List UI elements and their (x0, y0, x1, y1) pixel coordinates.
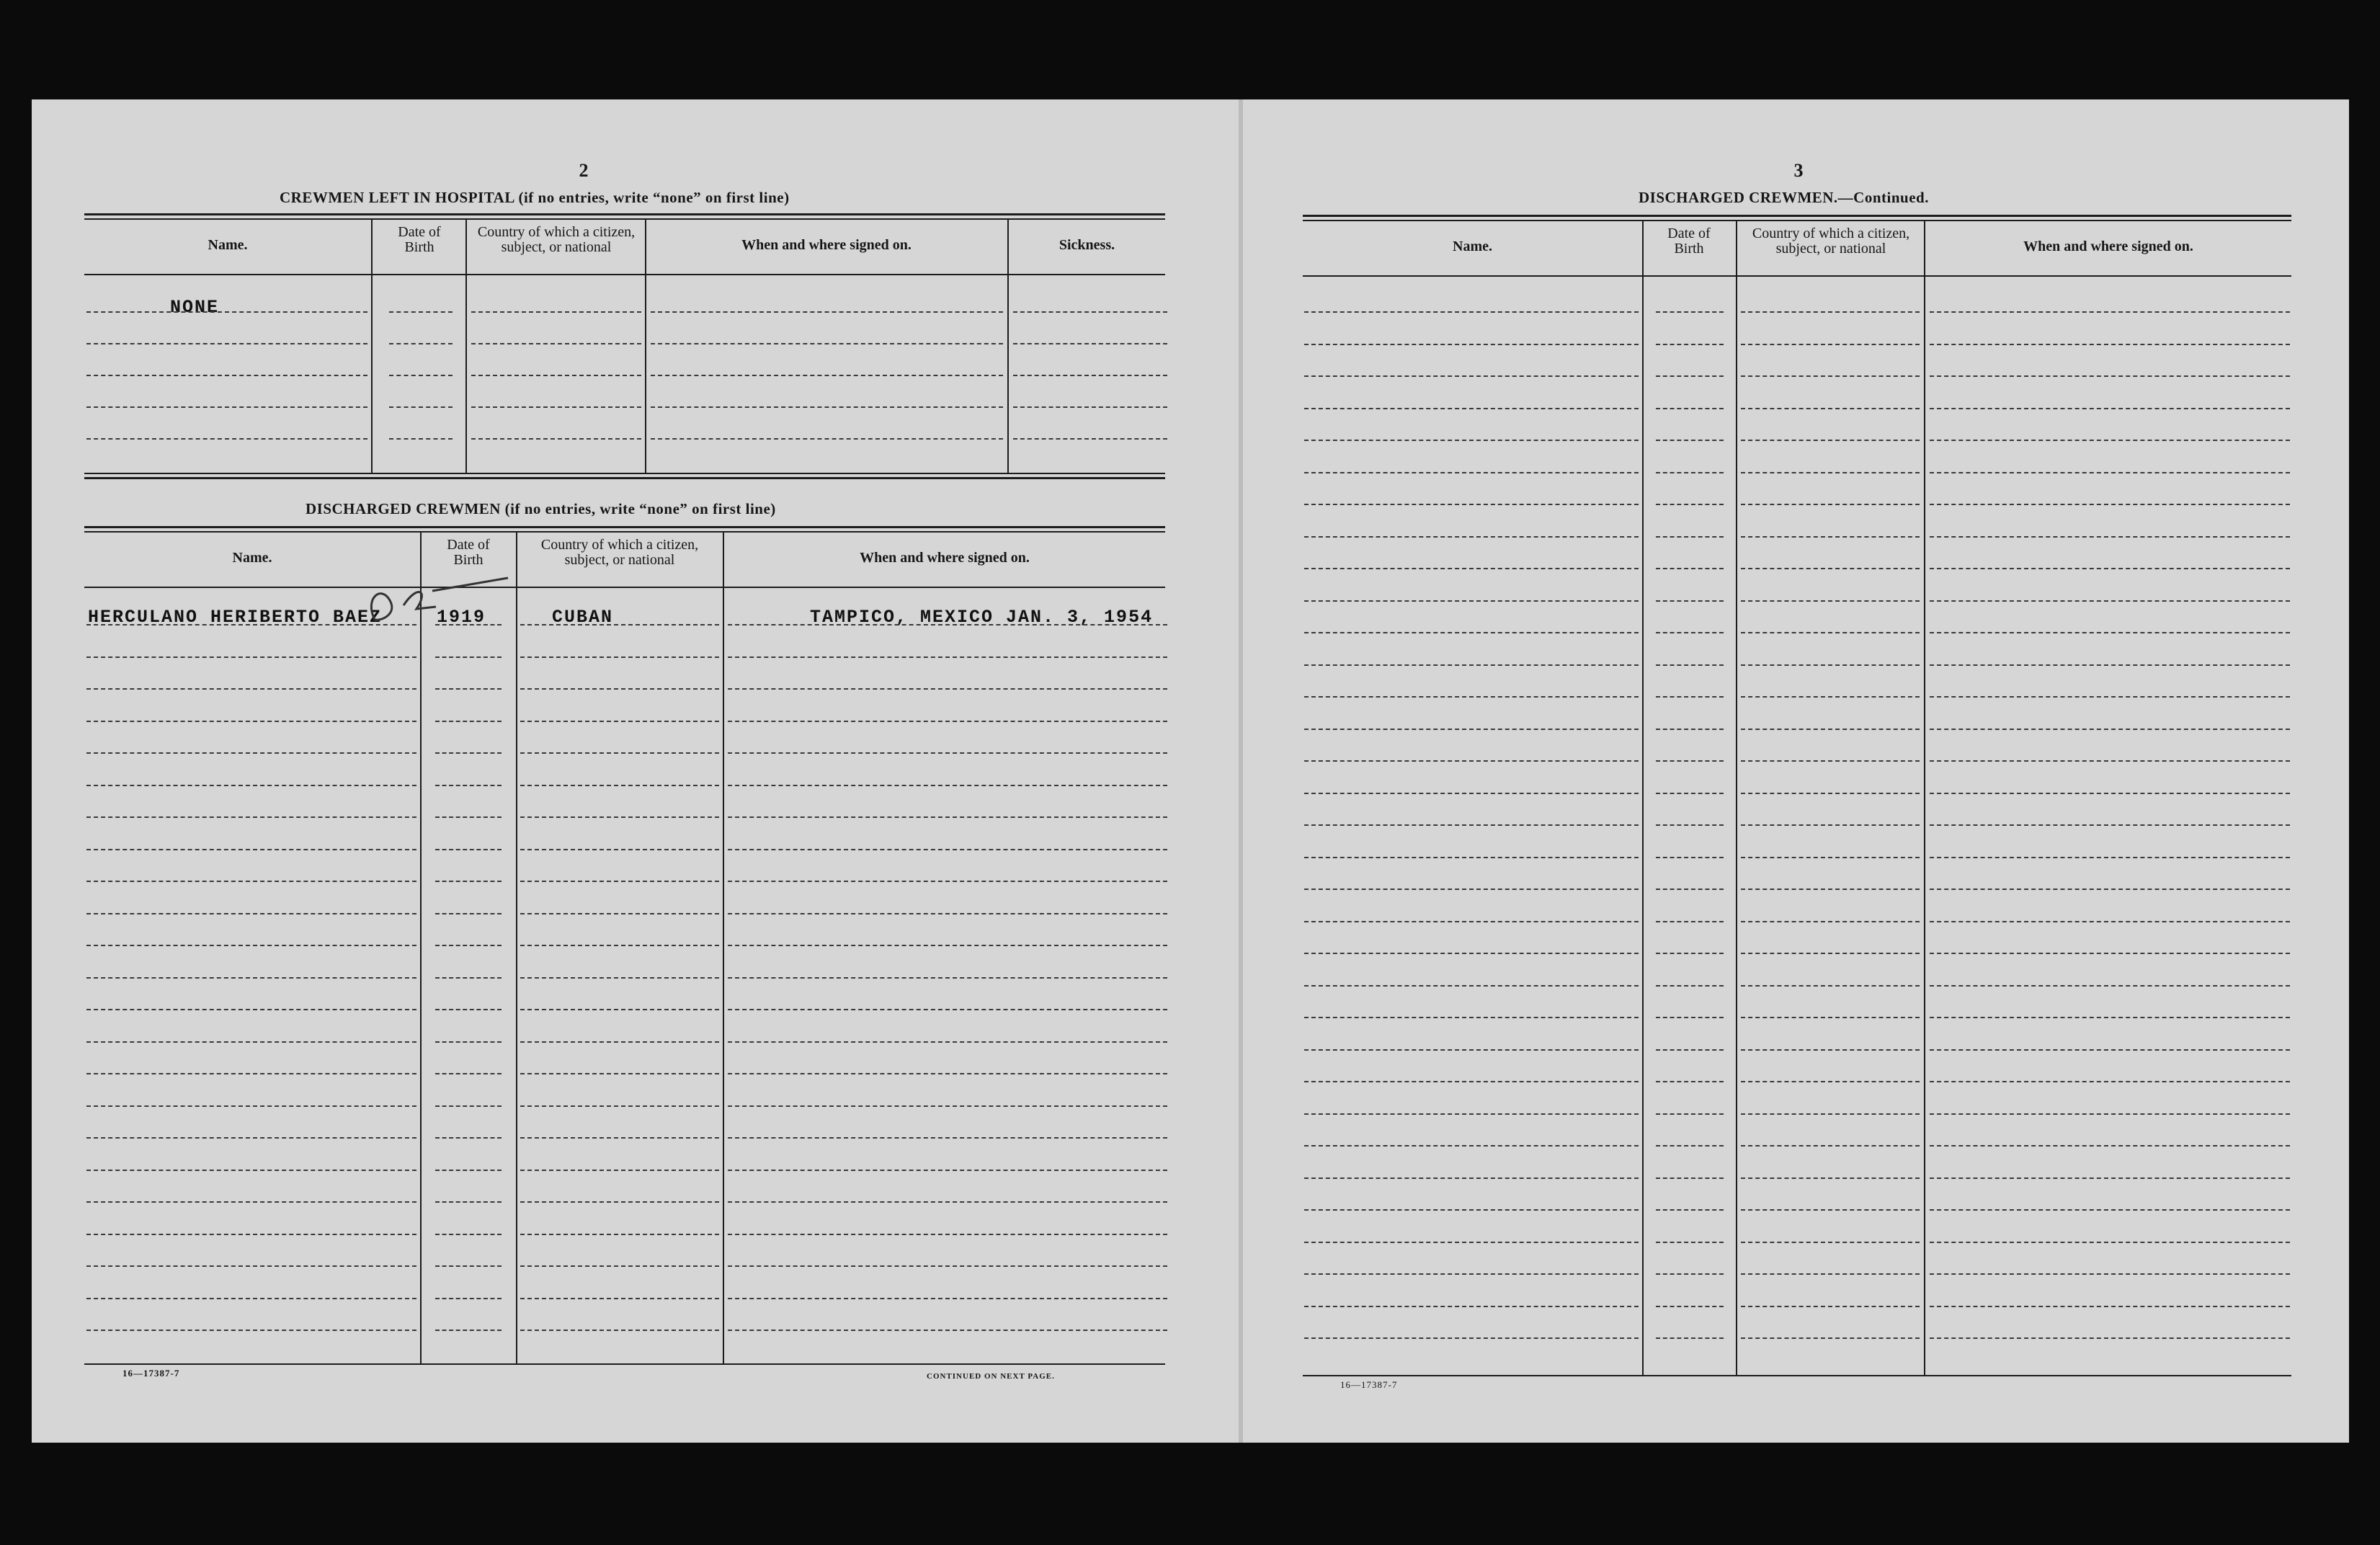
entry-line (1930, 600, 2290, 602)
entry-line (728, 1298, 1167, 1299)
entry-line (86, 656, 416, 658)
discharged-col-divider (723, 533, 724, 1363)
entry-line (1304, 1081, 1639, 1082)
entry-line (1741, 889, 1920, 890)
entry-line (520, 1330, 719, 1331)
entry-line (1656, 1145, 1724, 1146)
entry-line (1741, 729, 1920, 730)
entry-line (1304, 696, 1639, 698)
right-header-name: Name. (1453, 239, 1492, 254)
entry-line (1304, 1273, 1639, 1275)
entry-line (1741, 1273, 1920, 1275)
right-col-divider (1736, 221, 1737, 1375)
entry-line (1930, 760, 2290, 762)
entry-line (1741, 504, 1920, 505)
entry-line (1930, 696, 2290, 698)
entry-line (1741, 375, 1920, 377)
entry-line (1013, 438, 1167, 440)
entry-line (728, 977, 1167, 979)
entry-line (728, 1041, 1167, 1043)
entry-line (1930, 472, 2290, 473)
entry-line (1656, 729, 1724, 730)
entry-line (1930, 311, 2290, 313)
entry-line (435, 785, 502, 786)
entry-line (1656, 1242, 1724, 1243)
entry-line (1304, 344, 1639, 345)
entry-line (1930, 1081, 2290, 1082)
entry-line (520, 1105, 719, 1107)
hospital-header-country: Country of which a citizen, subject, or national (477, 224, 636, 255)
entry-line (1930, 1337, 2290, 1339)
page-number-right: 3 (1793, 160, 1804, 181)
entry-line (435, 656, 502, 658)
hospital-col-divider (1007, 220, 1009, 473)
entry-line (389, 438, 453, 440)
entry-line (435, 1137, 502, 1139)
entry-line (1304, 760, 1639, 762)
entry-line (1656, 1177, 1724, 1179)
entry-line (1304, 985, 1639, 987)
entry-line (435, 688, 502, 690)
entry-line (520, 849, 719, 850)
entry-line (1656, 504, 1724, 505)
entry-line (389, 406, 453, 408)
entry-line (86, 624, 416, 625)
discharged-section-title: DISCHARGED CREWMEN (if no entries, write “none” on first line) (306, 500, 776, 517)
entry-line (1930, 824, 2290, 826)
discharged-entry-country: CUBAN (552, 607, 614, 628)
entry-line (1656, 824, 1724, 826)
entry-line (86, 311, 367, 313)
entry-line (520, 945, 719, 946)
entry-line (1930, 1209, 2290, 1211)
entry-line (651, 343, 1003, 344)
right-header-country: Country of which a citizen, subject, or national (1752, 226, 1910, 257)
entry-line (1656, 311, 1724, 313)
entry-line (86, 406, 367, 408)
entry-line (1930, 375, 2290, 377)
entry-line (1741, 568, 1920, 569)
entry-line (435, 849, 502, 850)
entry-line (86, 1105, 416, 1107)
entry-line (1741, 985, 1920, 987)
entry-line (86, 438, 367, 440)
entry-line (728, 816, 1167, 818)
entry-line (1741, 408, 1920, 409)
entry-line (435, 1041, 502, 1043)
entry-line (1656, 1273, 1724, 1275)
entry-line (1930, 344, 2290, 345)
entry-line (86, 1330, 416, 1331)
entry-line (86, 1009, 416, 1010)
hospital-col-divider (465, 220, 467, 473)
entry-line (1656, 440, 1724, 441)
discharged-header-name: Name. (232, 550, 272, 566)
entry-line (389, 311, 453, 313)
entry-line (728, 688, 1167, 690)
entry-line (1304, 311, 1639, 313)
entry-line (1741, 664, 1920, 666)
entry-line (435, 1009, 502, 1010)
entry-line (1741, 1242, 1920, 1243)
entry-line (520, 913, 719, 914)
entry-line (1741, 1337, 1920, 1339)
entry-line (86, 1298, 416, 1299)
entry-line (520, 1073, 719, 1074)
entry-line (1304, 824, 1639, 826)
entry-line (1304, 408, 1639, 409)
entry-line (435, 977, 502, 979)
entry-line (651, 406, 1003, 408)
hospital-entry-name: NONE (170, 297, 220, 318)
entry-line (520, 881, 719, 882)
entry-line (1304, 1017, 1639, 1018)
entry-line (1656, 857, 1724, 858)
form-code-right: 16—17387-7 (1340, 1379, 1398, 1390)
entry-line (1930, 1177, 2290, 1179)
entry-line (520, 688, 719, 690)
entry-line (435, 945, 502, 946)
right-top-rule-2 (1303, 220, 2291, 221)
hospital-top-rule (84, 213, 1165, 215)
entry-line (1930, 1017, 2290, 1018)
entry-line (1013, 375, 1167, 376)
entry-line (1656, 793, 1724, 794)
continued-note: CONTINUED ON NEXT PAGE. (927, 1372, 1055, 1381)
entry-line (1741, 793, 1920, 794)
entry-line (651, 438, 1003, 440)
entry-line (728, 656, 1167, 658)
entry-line (86, 375, 367, 376)
entry-line (435, 624, 502, 625)
entry-line (1741, 1177, 1920, 1179)
entry-line (435, 881, 502, 882)
entry-line (1930, 664, 2290, 666)
entry-line (1656, 921, 1724, 922)
entry-line (435, 1105, 502, 1107)
entry-line (1304, 536, 1639, 538)
entry-line (1304, 921, 1639, 922)
entry-line (1741, 440, 1920, 441)
entry-line (435, 1234, 502, 1235)
entry-line (1656, 760, 1724, 762)
entry-line (1930, 1242, 2290, 1243)
entry-line (86, 816, 416, 818)
entry-line (520, 1201, 719, 1203)
entry-line (471, 375, 641, 376)
entry-line (520, 816, 719, 818)
entry-line (471, 406, 641, 408)
entry-line (1656, 375, 1724, 377)
entry-line (86, 721, 416, 722)
entry-line (1656, 632, 1724, 633)
discharged-entry-signed-on: TAMPICO, MEXICO JAN. 3, 1954 (810, 607, 1154, 628)
entry-line (1930, 1306, 2290, 1307)
entry-line (1304, 1145, 1639, 1146)
entry-line (728, 913, 1167, 914)
entry-line (1930, 921, 2290, 922)
entry-line (520, 977, 719, 979)
entry-line (1741, 311, 1920, 313)
entry-line (86, 1041, 416, 1043)
entry-line (1013, 311, 1167, 313)
entry-line (435, 1330, 502, 1331)
entry-line (435, 1073, 502, 1074)
entry-line (728, 785, 1167, 786)
right-top-rule (1303, 215, 2291, 217)
entry-line (1656, 1049, 1724, 1051)
entry-line (1741, 472, 1920, 473)
entry-line (435, 721, 502, 722)
entry-line (1741, 857, 1920, 858)
entry-line (1930, 408, 2290, 409)
discharged-header-country: Country of which a citizen, subject, or national (540, 537, 699, 568)
entry-line (728, 1265, 1167, 1267)
page-number-left: 2 (579, 160, 589, 181)
entry-line (1304, 472, 1639, 473)
entry-line (520, 1137, 719, 1139)
hospital-header-name: Name. (208, 237, 248, 253)
discharged-entry-name: HERCULANO HERIBERTO BAEZ (88, 607, 383, 628)
entry-line (1304, 568, 1639, 569)
entry-line (520, 1009, 719, 1010)
entry-line (86, 1265, 416, 1267)
entry-line (86, 849, 416, 850)
right-header-signed-on: When and where signed on. (2023, 239, 2193, 254)
entry-line (1304, 440, 1639, 441)
entry-line (1930, 632, 2290, 633)
discharged-header-signed-on: When and where signed on. (860, 550, 1030, 566)
entry-line (1656, 664, 1724, 666)
entry-line (389, 375, 453, 376)
entry-line (1656, 985, 1724, 987)
right-section-title: DISCHARGED CREWMEN.—Continued. (1639, 189, 1929, 206)
entry-line (1304, 889, 1639, 890)
entry-line (1304, 600, 1639, 602)
entry-line (1304, 857, 1639, 858)
entry-line (435, 913, 502, 914)
discharged-entry-dob: 1919 (437, 607, 486, 628)
entry-line (86, 913, 416, 914)
entry-line (520, 721, 719, 722)
entry-line (1304, 1113, 1639, 1115)
entry-line (1930, 1273, 2290, 1275)
entry-line (86, 1073, 416, 1074)
discharged-header-dob: Date of Birth (447, 537, 490, 568)
entry-line (1930, 857, 2290, 858)
right-header-rule (1303, 275, 2291, 277)
entry-line (1930, 1049, 2290, 1051)
entry-line (1656, 408, 1724, 409)
entry-line (1656, 1209, 1724, 1211)
entry-line (651, 375, 1003, 376)
entry-line (728, 1009, 1167, 1010)
entry-line (1656, 1337, 1724, 1339)
entry-line (520, 1234, 719, 1235)
entry-line (1304, 729, 1639, 730)
entry-line (1741, 1113, 1920, 1115)
entry-line (86, 343, 367, 344)
entry-line (471, 438, 641, 440)
entry-line (1930, 889, 2290, 890)
entry-line (1304, 1242, 1639, 1243)
entry-line (1304, 1049, 1639, 1051)
hospital-header-signed-on: When and where signed on. (741, 237, 912, 253)
entry-line (1656, 1113, 1724, 1115)
entry-line (86, 785, 416, 786)
entry-line (1656, 1306, 1724, 1307)
entry-line (728, 1073, 1167, 1074)
entry-line (1656, 953, 1724, 954)
entry-line (435, 1298, 502, 1299)
entry-line (1656, 1081, 1724, 1082)
entry-line (1304, 664, 1639, 666)
entry-line (1930, 953, 2290, 954)
hospital-bottom-rule (84, 473, 1165, 474)
entry-line (1741, 1209, 1920, 1211)
entry-line (520, 752, 719, 754)
entry-line (1741, 1081, 1920, 1082)
entry-line (1304, 1209, 1639, 1211)
entry-line (86, 1201, 416, 1203)
entry-line (728, 1170, 1167, 1171)
entry-line (1741, 1145, 1920, 1146)
entry-line (389, 343, 453, 344)
page-fold (1239, 99, 1243, 1443)
entry-line (435, 1201, 502, 1203)
entry-line (651, 311, 1003, 313)
entry-line (1741, 1306, 1920, 1307)
entry-line (1741, 921, 1920, 922)
entry-line (1656, 568, 1724, 569)
hospital-col-divider (645, 220, 646, 473)
entry-line (1656, 344, 1724, 345)
discharged-top-rule-2 (84, 531, 1165, 533)
right-col-divider (1924, 221, 1925, 1375)
entry-line (86, 1234, 416, 1235)
entry-line (86, 688, 416, 690)
discharged-header-rule (84, 587, 1165, 588)
entry-line (520, 785, 719, 786)
entry-line (520, 1298, 719, 1299)
entry-line (1304, 375, 1639, 377)
entry-line (520, 1170, 719, 1171)
entry-line (520, 624, 719, 625)
entry-line (1304, 1177, 1639, 1179)
entry-line (1741, 632, 1920, 633)
entry-line (520, 1265, 719, 1267)
entry-line (728, 1201, 1167, 1203)
hospital-header-rule (84, 274, 1165, 275)
entry-line (1304, 1306, 1639, 1307)
entry-line (435, 752, 502, 754)
entry-line (1930, 568, 2290, 569)
entry-line (728, 752, 1167, 754)
entry-line (435, 1265, 502, 1267)
entry-line (1741, 1049, 1920, 1051)
entry-line (86, 977, 416, 979)
entry-line (728, 1330, 1167, 1331)
entry-line (728, 881, 1167, 882)
right-bottom-rule (1303, 1375, 2291, 1376)
entry-line (1741, 536, 1920, 538)
discharged-col-divider (516, 533, 517, 1363)
entry-line (1304, 632, 1639, 633)
entry-line (86, 881, 416, 882)
discharged-col-divider (420, 533, 422, 1363)
hospital-section-title: CREWMEN LEFT IN HOSPITAL (if no entries, write “none” on first line) (280, 189, 790, 206)
entry-line (728, 849, 1167, 850)
entry-line (1304, 1337, 1639, 1339)
entry-line (1930, 504, 2290, 505)
entry-line (1930, 440, 2290, 441)
entry-line (1930, 1145, 2290, 1146)
entry-line (1741, 824, 1920, 826)
entry-line (471, 311, 641, 313)
entry-line (1656, 1017, 1724, 1018)
entry-line (520, 1041, 719, 1043)
entry-line (1656, 536, 1724, 538)
entry-line (728, 721, 1167, 722)
discharged-bottom-rule (84, 1363, 1165, 1365)
entry-line (1741, 760, 1920, 762)
entry-line (1930, 985, 2290, 987)
entry-line (1741, 1017, 1920, 1018)
entry-line (1741, 696, 1920, 698)
entry-line (1013, 406, 1167, 408)
entry-line (1930, 1113, 2290, 1115)
entry-line (520, 656, 719, 658)
hospital-header-sickness: Sickness. (1058, 237, 1115, 253)
entry-line (1304, 504, 1639, 505)
discharged-top-rule (84, 526, 1165, 528)
entry-line (1304, 953, 1639, 954)
entry-line (1741, 600, 1920, 602)
entry-line (728, 1137, 1167, 1139)
entry-line (435, 816, 502, 818)
entry-line (86, 1137, 416, 1139)
right-col-divider (1642, 221, 1644, 1375)
entry-line (728, 1234, 1167, 1235)
hospital-bottom-rule-2 (84, 477, 1165, 479)
right-header-dob: Date of Birth (1667, 226, 1711, 257)
entry-line (728, 624, 1167, 625)
entry-line (1656, 600, 1724, 602)
entry-line (86, 945, 416, 946)
hospital-header-dob: Date of Birth (398, 224, 441, 255)
entry-line (1656, 696, 1724, 698)
entry-line (86, 752, 416, 754)
hospital-col-divider (371, 220, 373, 473)
entry-line (728, 1105, 1167, 1107)
form-code-left: 16—17387-7 (122, 1368, 180, 1379)
entry-line (435, 1170, 502, 1171)
entry-line (1656, 472, 1724, 473)
entry-line (1013, 343, 1167, 344)
entry-line (1741, 344, 1920, 345)
entry-line (1930, 536, 2290, 538)
entry-line (1741, 953, 1920, 954)
entry-line (471, 343, 641, 344)
entry-line (1930, 793, 2290, 794)
entry-line (728, 945, 1167, 946)
entry-line (1304, 793, 1639, 794)
entry-line (1930, 729, 2290, 730)
entry-line (1656, 889, 1724, 890)
entry-line (86, 1170, 416, 1171)
hospital-top-rule-2 (84, 218, 1165, 220)
